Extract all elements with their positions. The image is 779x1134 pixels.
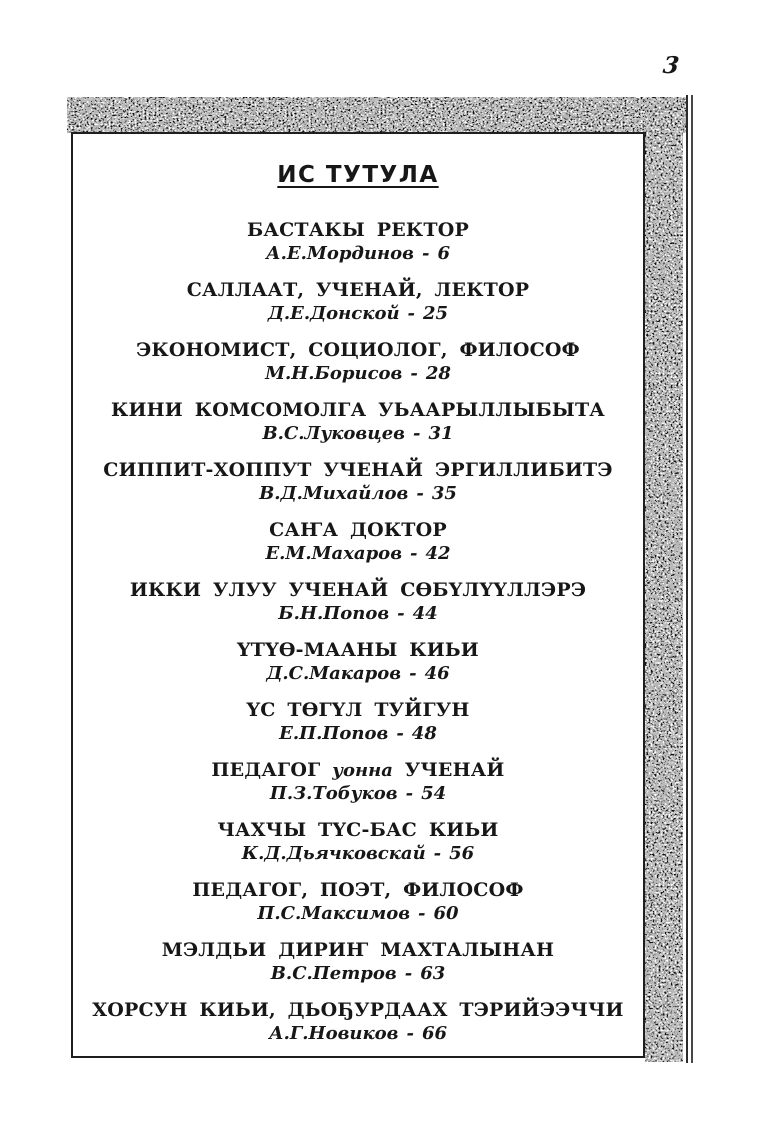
toc-entry-separator: - (418, 903, 426, 924)
toc-entry (73, 579, 643, 625)
toc-entry-separator: - (421, 243, 430, 264)
toc-entry-author: Е.П.Попов (279, 723, 389, 744)
toc-entry-separator: - (407, 303, 416, 324)
toc-entry-author: П.С.Максимов (257, 903, 411, 924)
toc-entry-title: БАСТАКЫ РЕКТОР (246, 219, 469, 241)
toc-entry-separator: - (409, 663, 417, 684)
toc-entry-page: 31 (428, 423, 454, 444)
toc-entry-author: Б.Н.Попов (278, 603, 390, 624)
toc-entry-author: Д.С.Макаров (266, 663, 402, 684)
toc-entry-author: К.Д.Дьячковскай (241, 843, 426, 864)
toc-entry-author: В.С.Петров (270, 963, 397, 984)
toc-entry-title: МЭЛДЬИ ДИРИҤ МАХТАЛЫНАН (161, 939, 555, 961)
toc-entry (73, 279, 643, 325)
toc-entry-author-line (73, 1022, 643, 1045)
toc-entry-page: 60 (433, 903, 459, 924)
toc-entry-author: А.Е.Мординов (266, 243, 414, 264)
toc-entry-author-line (73, 962, 643, 985)
toc-entry-title: ПЕДАГОГ уонна УЧЕНАЙ (211, 759, 505, 781)
toc-entry-separator: - (405, 783, 414, 804)
toc-entry-page: 42 (425, 543, 451, 564)
toc-entry-author-line (73, 242, 643, 265)
toc-entry (73, 759, 643, 805)
page-edge-line-inner (686, 95, 688, 1063)
toc-entry-author: А.Г.Новиков (268, 1023, 399, 1044)
toc-entry-author: П.З.Тобуков (269, 783, 398, 804)
toc-entry-page: 44 (412, 603, 438, 624)
toc-entry (73, 879, 643, 925)
toc-entry (73, 519, 643, 565)
toc-entry-title: СИППИТ-ХОППУТ УЧЕНАЙ ЭРГИЛЛИБИТЭ (103, 459, 613, 481)
toc-entry-title: КИНИ КОМСОМОЛГА УЬААРЫЛЛЫБЫТА (111, 399, 605, 421)
toc-entry-author-line (73, 542, 643, 565)
toc-entry-title: САЛЛААТ, УЧЕНАЙ, ЛЕКТОР (186, 279, 530, 301)
toc-list (73, 219, 643, 1045)
toc-entry-author-line (73, 482, 643, 505)
toc-entry-author: М.Н.Борисов (265, 363, 403, 384)
toc-entry (73, 999, 643, 1045)
toc-entry-page: 6 (437, 243, 450, 264)
toc-entry-author-line (73, 902, 643, 925)
toc-entry-page: 56 (449, 843, 475, 864)
page-number: 3 (661, 52, 681, 79)
toc-entry-author-line (73, 422, 643, 445)
toc-entry-page: 66 (421, 1023, 448, 1044)
toc-entry-title: САҤА ДОКТОР (269, 519, 447, 541)
toc-entry (73, 819, 643, 865)
toc-entry-author: В.С.Луковцев (262, 423, 405, 444)
toc-entry-title: ХОРСУН КИЬИ, ДЬОҔУРДААХ ТЭРИЙЭЭЧЧИ (92, 999, 624, 1021)
toc-entry-title: ҮС ТӨГҮЛ ТУЙГУН (246, 699, 470, 721)
page-edge-line-outer (691, 95, 693, 1063)
toc-entry-title: ПЕДАГОГ, ПОЭТ, ФИЛОСОФ (192, 879, 524, 901)
toc-entry (73, 699, 643, 745)
toc-entry-page: 35 (431, 483, 457, 504)
toc-entry-separator: - (433, 843, 442, 864)
toc-entry-page: 46 (424, 663, 450, 684)
toc-entry-page: 28 (425, 363, 451, 384)
toc-entry-author: Д.Е.Донской (267, 303, 400, 324)
toc-entry-separator: - (406, 1023, 414, 1044)
toc-entry (73, 219, 643, 265)
toc-entry-title: ЧАХЧЫ ТҮС-БАС КИЬИ (217, 819, 499, 841)
toc-entry-page: 25 (423, 303, 449, 324)
toc-entry-page: 63 (420, 963, 446, 984)
toc-entry-page: 54 (421, 783, 447, 804)
toc-entry-author: Е.М.Махаров (265, 543, 403, 564)
toc-entry-title: ЭКОНОМИСТ, СОЦИОЛОГ, ФИЛОСОФ (136, 339, 580, 361)
toc-entry-author-line (73, 362, 643, 385)
toc-entry-author-line (73, 842, 643, 865)
content-frame (71, 132, 645, 1058)
toc-entry-author-line (73, 602, 643, 625)
toc-entry-separator: - (410, 363, 418, 384)
toc-entry-separator: - (397, 603, 405, 624)
toc-entry-author-line (73, 782, 643, 805)
ornament-border-right (645, 97, 683, 1062)
toc-entry-separator: - (412, 423, 421, 444)
toc-entry-separator: - (404, 963, 413, 984)
toc-entry (73, 459, 643, 505)
toc-entry-separator: - (410, 543, 418, 564)
toc-entry-page: 48 (411, 723, 437, 744)
toc-entry (73, 639, 643, 685)
toc-entry-author-line (73, 662, 643, 685)
page-title: ИС ТУТУЛА (277, 162, 439, 188)
toc-entry-author-line (73, 302, 643, 325)
toc-entry-title: ҮТҮӨ-МААНЫ КИЬИ (237, 639, 479, 661)
toc-entry (73, 939, 643, 985)
toc-entry-author: В.Д.Михайлов (259, 483, 409, 504)
ornament-border-top (67, 97, 687, 133)
toc-entry-title: ИККИ УЛУУ УЧЕНАЙ СӨБҮЛҮҮЛЛЭРЭ (129, 579, 587, 601)
toc-entry (73, 399, 643, 445)
toc-entry-author-line (73, 722, 643, 745)
toc-entry-separator: - (396, 723, 404, 744)
toc-entry-separator: - (416, 483, 424, 504)
toc-entry (73, 339, 643, 385)
